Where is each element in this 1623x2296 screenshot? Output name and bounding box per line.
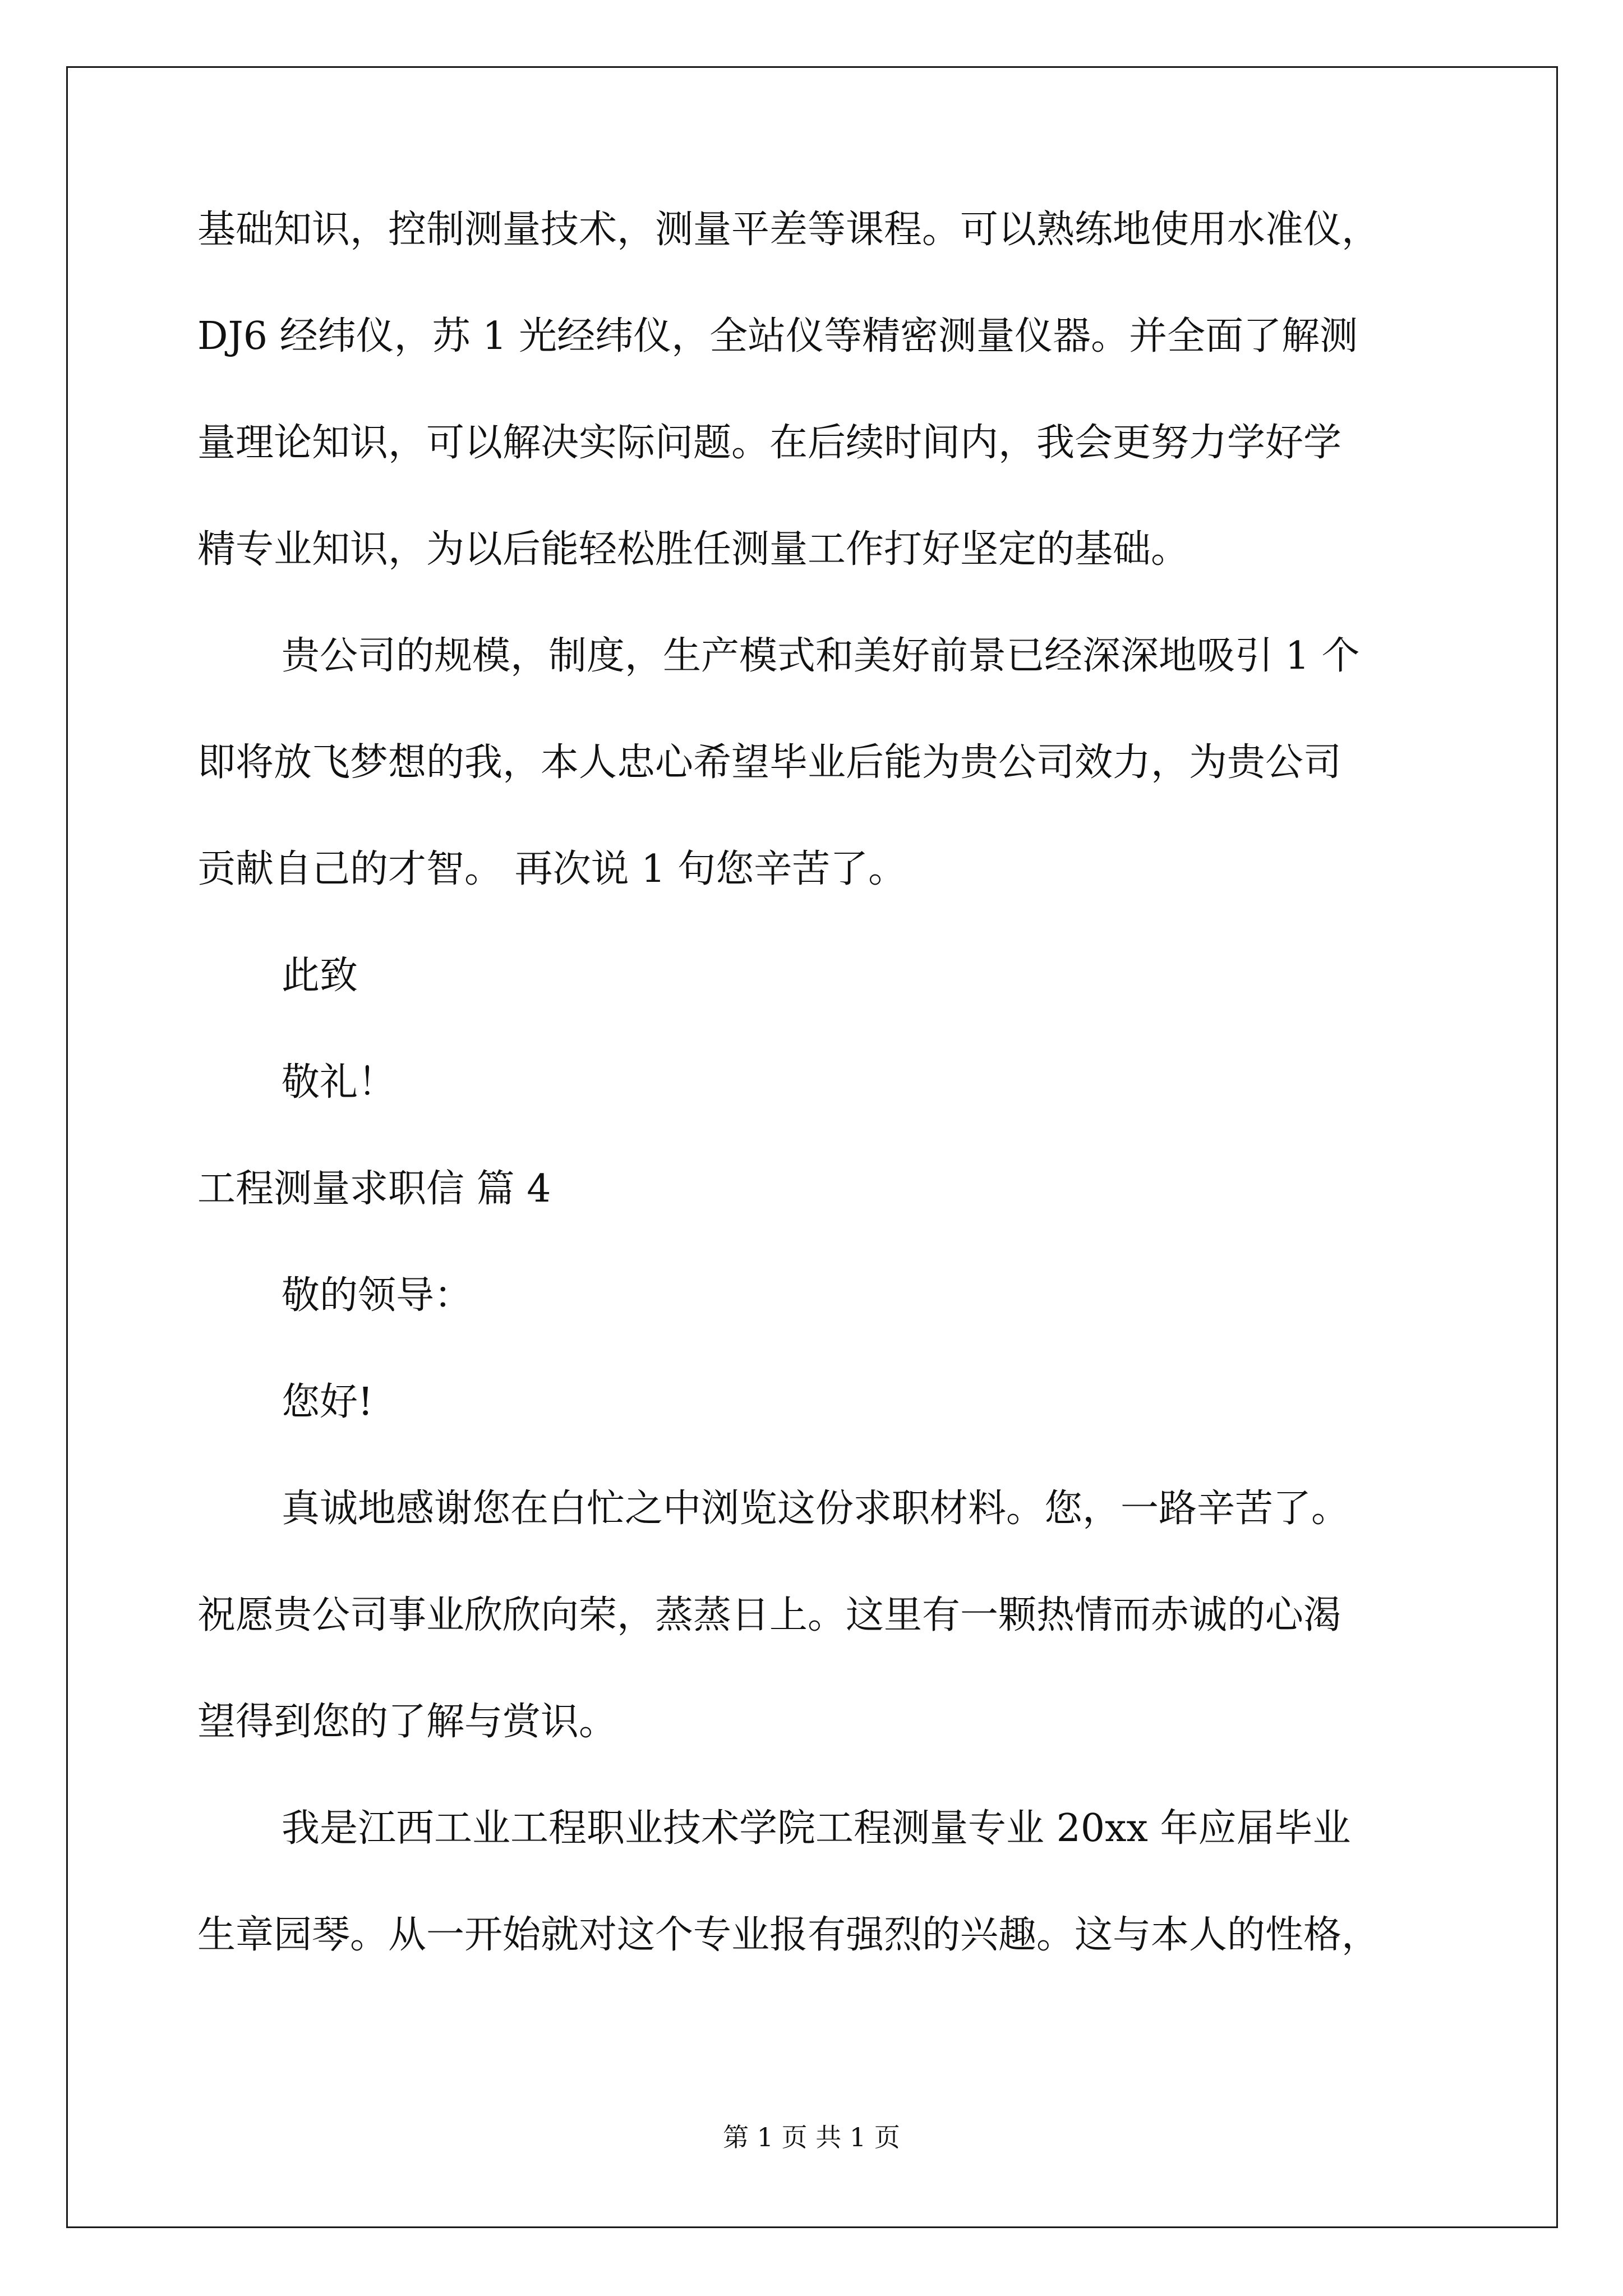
greeting-line: 敬的领导：	[282, 1273, 473, 1318]
paragraph-line: 基础知识，控制测量技术，测量平差等课程。可以熟练地使用水准仪，	[197, 208, 1380, 252]
closing-line: 此致	[282, 954, 358, 998]
paragraph-line: 祝愿贵公司事业欣欣向荣，蒸蒸日上。这里有一颗热情而赤诚的心渴	[197, 1593, 1342, 1637]
paragraph-line: 真诚地感谢您在白忙之中浏览这份求职材料。您，一路辛苦了。	[282, 1487, 1350, 1531]
page-border	[66, 66, 1558, 2228]
greeting-line: 您好!	[282, 1380, 374, 1424]
paragraph-line: 即将放飞梦想的我，本人忠心希望毕业后能为贵公司效力，为贵公司	[197, 740, 1342, 785]
paragraph-line: 我是江西工业工程职业技术学院工程测量专业 20xx 年应届毕业	[282, 1806, 1351, 1851]
paragraph-line: 生章园琴。从一开始就对这个专业报有强烈的兴趣。这与本人的性格，	[197, 1913, 1380, 1957]
paragraph-line: 贡献自己的才智。 再次说 1 句您辛苦了。	[197, 847, 907, 891]
page-footer: 第 1 页 共 1 页	[723, 2122, 900, 2152]
paragraph-line: DJ6 经纬仪，苏 1 光经纬仪，全站仪等精密测量仪器。并全面了解测	[197, 314, 1358, 358]
section-heading: 工程测量求职信 篇 4	[197, 1167, 551, 1211]
paragraph-line: 量理论知识，可以解决实际问题。在后续时间内，我会更努力学好学	[197, 421, 1342, 465]
closing-salute: 敬礼！	[282, 1060, 396, 1105]
paragraph-line: 望得到您的了解与赏识。	[197, 1700, 617, 1744]
paragraph-line: 精专业知识，为以后能轻松胜任测量工作打好坚定的基础。	[197, 527, 1189, 572]
paragraph-line: 贵公司的规模，制度，生产模式和美好前景已经深深地吸引 1 个	[282, 634, 1360, 678]
